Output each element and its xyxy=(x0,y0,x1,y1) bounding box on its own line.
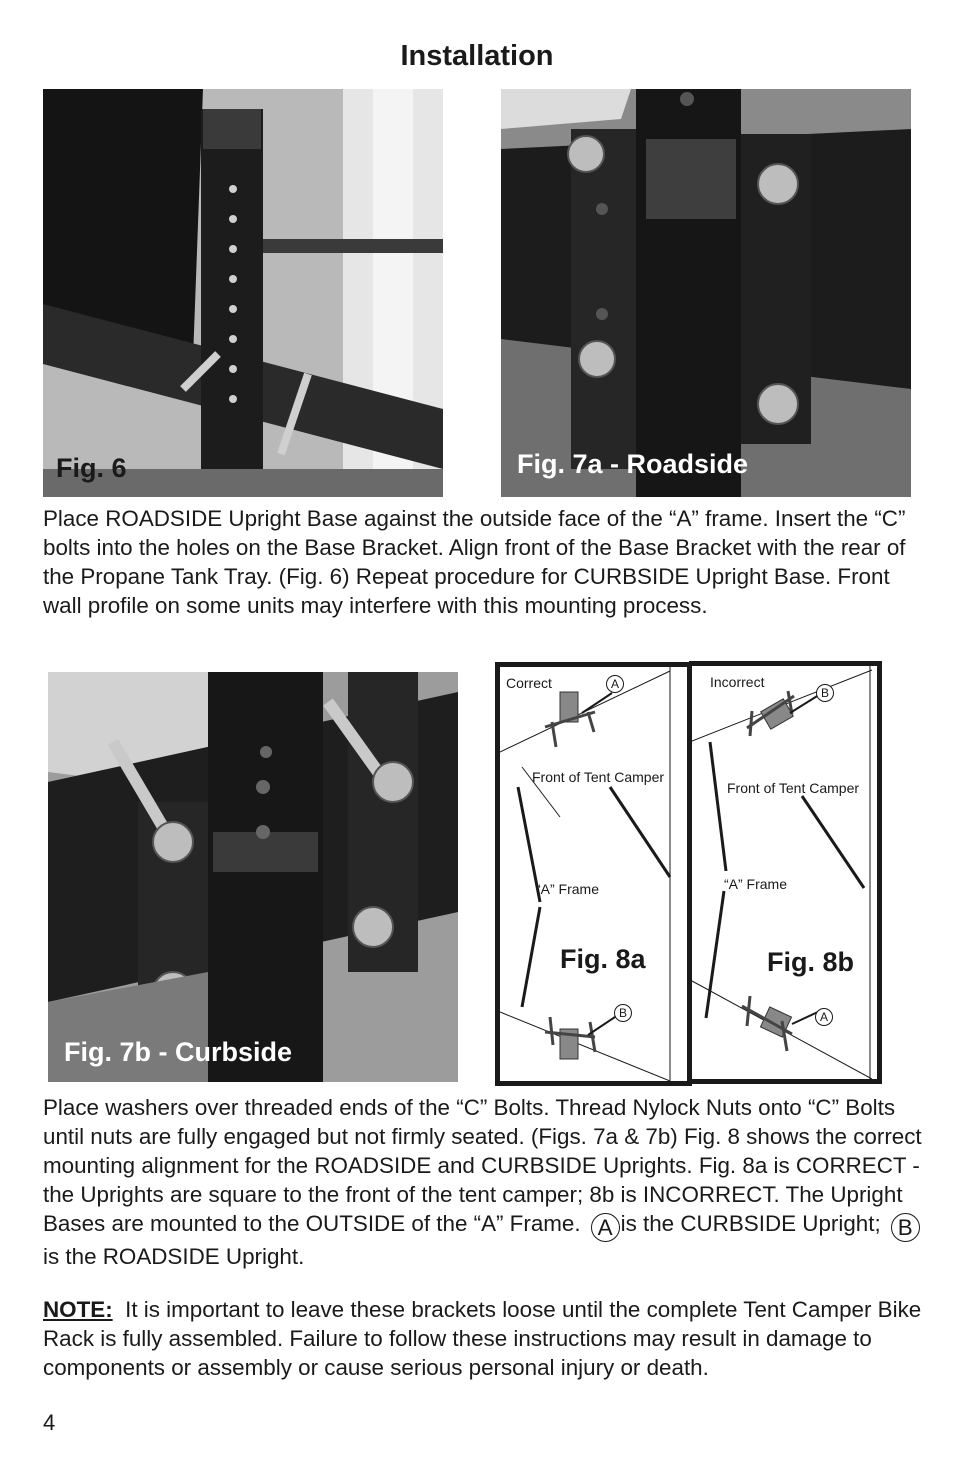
fig-8b-front-label: Front of Tent Camper xyxy=(727,780,860,796)
fig-7a-label: Fig. 7a - Roadside xyxy=(517,449,749,479)
note-heading: NOTE: xyxy=(43,1297,113,1322)
instruction-paragraph-1 xyxy=(43,504,923,620)
note-body: It is important to leave these brackets loose until the complete Tent Camper Bike Rack is fully assembled. Failure to follow these instructions may result in damage to components or assembly or cause serious personal injury or death. xyxy=(43,1297,922,1380)
fig-8a-front-label: Front of Tent Camper xyxy=(532,769,665,785)
fig-8a-status: Correct xyxy=(506,675,552,691)
fig-8b-drawing xyxy=(692,666,877,1079)
instruction-text-1: Place ROADSIDE Upright Base against the outside face of the “A” frame. Insert the “C” bolts into the holes on the Base Bracket. Align front of the Base Bracket with the rear of the Propane Tank Tray. (Fig. 6) Repeat procedure for CURBSIDE Upright Base. Front wall profile on some units may interfere with this mounting process. xyxy=(43,506,906,618)
page-title: Installation xyxy=(400,40,554,72)
marker-a-badge: A xyxy=(591,1213,620,1242)
page-number: 4 xyxy=(43,1410,56,1435)
marker-a-text: is the CURBSIDE Upright; xyxy=(620,1211,881,1236)
fig-8a-caption: Fig. 8a xyxy=(560,944,646,974)
fig-7b-illustration xyxy=(48,672,458,1082)
fig-6-label: Fig. 6 xyxy=(56,453,127,483)
fig-8b-status: Incorrect xyxy=(710,674,765,690)
instruction-paragraph-2 xyxy=(43,1093,923,1271)
fig-6-illustration xyxy=(43,89,443,497)
fig-8a-top-marker: A xyxy=(606,675,624,693)
fig-8a-frame-label: “A” Frame xyxy=(536,881,599,897)
note-paragraph xyxy=(43,1295,923,1382)
fig-8b-caption: Fig. 8b xyxy=(767,947,854,977)
fig-7a-photo xyxy=(501,89,911,497)
fig-6-photo xyxy=(43,89,443,497)
fig-7a-illustration xyxy=(501,89,911,497)
fig-8a-diagram xyxy=(495,662,692,1086)
fig-7b-label: Fig. 7b - Curbside xyxy=(64,1037,293,1067)
marker-b-text: is the ROADSIDE Upright. xyxy=(43,1244,305,1269)
note-text xyxy=(43,1295,923,1382)
fig-8a-drawing xyxy=(500,667,687,1081)
fig-8b-frame-label: “A” Frame xyxy=(724,876,787,892)
fig-8a-bottom-marker: B xyxy=(614,1004,632,1022)
instruction-text-2 xyxy=(43,1093,923,1271)
fig-7b-photo xyxy=(48,672,458,1082)
fig-8b-bottom-marker: A xyxy=(815,1008,833,1026)
fig-8b-diagram xyxy=(689,661,882,1084)
instruction-text-2-body: Place washers over threaded ends of the “C” Bolts. Thread Nylock Nuts onto “C” Bolts until nuts are fully engaged but not firmly seated. (Figs. 7a & 7b) Fig. 8 shows the correct mounting alignment for the ROADSIDE and CURBSIDE Uprights. Fig. 8a is CORRECT - the Uprights are square to the front of the tent camper; 8b is INCORRECT. The Upright Bases are mounted to the OUTSIDE of the “A” Frame. xyxy=(43,1095,922,1236)
fig-8b-top-marker: B xyxy=(816,684,834,702)
marker-b-badge: B xyxy=(891,1213,920,1242)
